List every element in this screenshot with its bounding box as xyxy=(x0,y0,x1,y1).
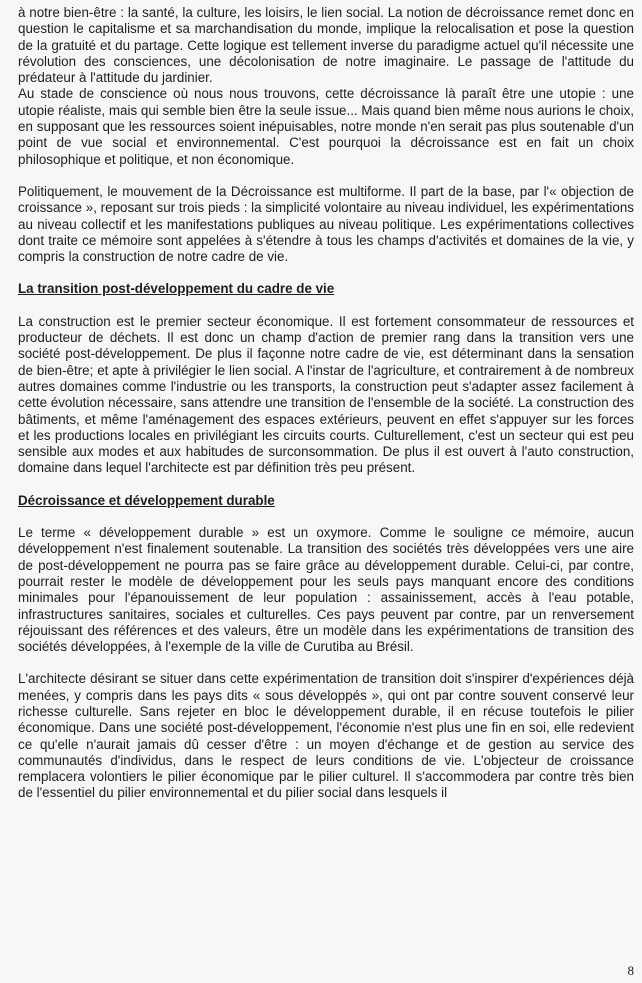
paragraph-political-movement: Politiquement, le mouvement de la Décroissance est multiforme. Il part de la base, par l'« objection de croissance », reposant sur trois pieds : la simplicité volontaire au niveau individuel, les expérimentations au niveau collectif et les manifestations publiques au niveau politique. Les expérimentations collectives dont traite ce mémoire sont appelées à s'étendre à tous les champs d'activités et domaines de la vie, y compris la construction de notre cadre de vie. xyxy=(18,183,634,265)
paragraph-construction: La construction est le premier secteur économique. Il est fortement consommateur de ressources et producteur de déchets. Il est donc un champ d'action de premier rang dans la transition vers une société post-développement. De plus il façonne notre cadre de vie, est déterminant dans la sensation de bien-être; et apte à privilégier le lien social. A l'instar de l'agriculture, et contrairement à de nombreux autres domaines comme l'industrie ou les transports, la construction peut s'adapter assez facilement à cette évolution nécessaire, sans attendre une transition de l'ensemble de la société. La construction des bâtiments, et même l'aménagement des espaces extérieurs, peuvent en effet s'appuyer sur les forces et les productions locales en privilégiant les circuits courts. Culturellement, c'est un secteur qui est peu sensible aux modes et aux habitudes de surconsommation. De plus il est ouvert à l'auto construction, domaine dans lequel l'architecte est par définition très peu présent. xyxy=(18,313,634,476)
page-number: 8 xyxy=(627,963,634,978)
paragraph-wellbeing: à notre bien-être : la santé, la culture, les loisirs, le lien social. La notion de décroissance remet donc en question le capitalisme et sa marchandisation du monde, implique la relocalisation et pose la question de la gratuité et du partage. Cette logique est tellement inverse du paradigme actuel qu'il nécessite une révolution des consciences, une décolonisation de notre imaginaire. Le passage de l'attitude du prédateur à l'attitude du jardinier. xyxy=(18,5,634,86)
paragraph-utopia: Au stade de conscience où nous nous trouvons, cette décroissance là paraît être une utopie : une utopie réaliste, mais qui semble bien être la seule issue... Mais quand bien même nous aurions le choix, en supposant que les ressources soient inépuisables, notre monde n'en serait pas plus soutenable d'un point de vue social et environnemental. C'est pourquoi la décroissance est en fait un choix philosophique et politique, et non économique. xyxy=(18,86,634,167)
paragraph-oxymoron: Le terme « développement durable » est un oxymore. Comme le souligne ce mémoire, aucun développement n'est finalement soutenable. La transition des sociétés très développées vers une aire de post-développement ne pourra pas se faire grâce au développement durable. Celui-ci, par contre, pourrait rester le modèle de développement pour les seuls pays manquant encore des conditions minimales pour l'épanouissement de leur population : assainissement, accès à l'eau potable, infrastructures sanitaires, sociales et culturelles. Ces pays peuvent par contre, par un renversement réjouissant des références et des valeurs, être un modèle dans les expérimentations de transition des sociétés développées, à l'exemple de la ville de Curutiba au Brésil. xyxy=(18,525,634,655)
section-heading-sustainable-development: Décroissance et développement durable xyxy=(18,492,275,508)
section-heading-transition: La transition post-développement du cadre de vie xyxy=(18,281,335,297)
paragraph-architect: L'architecte désirant se situer dans cette expérimentation de transition doit s'inspirer d'expériences déjà menées, y compris dans les pays dits « sous développés », qui ont par contre souvent conservé leur richesse culturelle. Sans rejeter en bloc le développement durable, il en récuse toutefois le pilier économique. Dans une société post-développement, l'économie n'est plus une fin en soi, elle redevient ce qu'elle n'aurait jamais dû cesser d'être : un moyen d'échange et de gestion au service des communautés d'individus, dans le respect de leurs conditions de vie. L'objecteur de croissance remplacera volontiers le pilier économique par le pilier culturel. Il s'accommodera par contre très bien de l'essentiel du pilier environnemental et du pilier social dans lesquels il xyxy=(18,671,634,801)
